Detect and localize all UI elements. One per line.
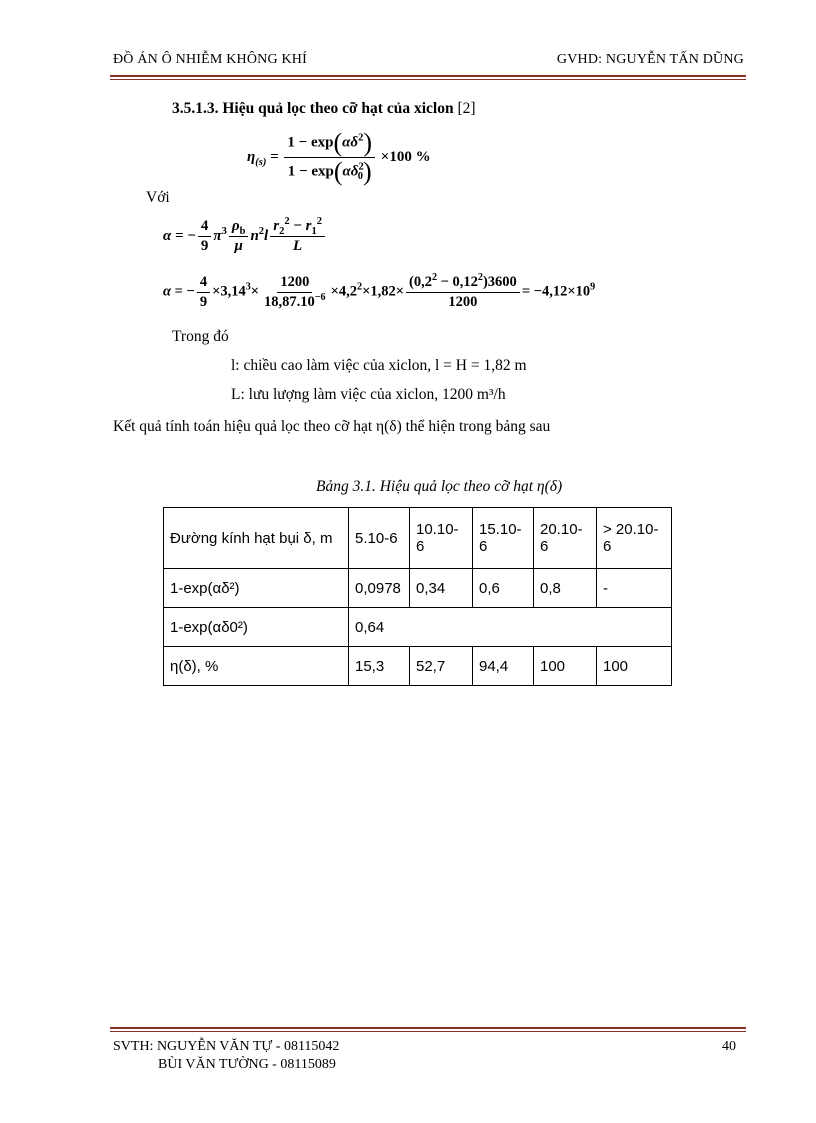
table-row [164, 647, 672, 686]
efficiency-table [163, 507, 672, 686]
with-label: Với [146, 189, 170, 206]
header-rule-thin [110, 79, 746, 80]
table-row [164, 608, 672, 647]
table-cell: 0,0978 [349, 569, 410, 608]
header-rule-thick [110, 75, 746, 77]
formula-alpha-symbolic: α = − $\frac{4}{9}$ $\pi^3$ $\frac{\rho_b}{\mu}$ $n^2l$ $\frac{r_2^2 - r_1^2}{L}$ [163, 218, 327, 256]
table-header-label: Đường kính hạt bụi δ, m [164, 508, 349, 569]
result-sentence: Kết quả tính toán hiệu quả lọc theo cỡ hạt η(δ) thể hiện trong bảng sau [113, 418, 551, 435]
table-caption: Bảng 3.1. Hiệu quả lọc theo cỡ hạt η(δ) [316, 478, 563, 495]
eta-fraction: $\frac{1 - \exp(\alpha\delta^2)}{1 - \exp(\alpha\delta^2_0)}$ [284, 130, 375, 185]
table-cell: - [597, 569, 672, 608]
section-number: 3.5.1.3. [172, 100, 219, 117]
definition-L: L: lưu lượng làm việc của xiclon, 1200 m³/h [231, 386, 506, 403]
table-cell: 100 [597, 647, 672, 686]
footer-student-1: SVTH: NGUYỄN VĂN TỰ - 08115042 [113, 1039, 340, 1054]
table-cell: 94,4 [473, 647, 534, 686]
definition-l: l: chiều cao làm việc của xiclon, l = H = 1,82 m [231, 357, 527, 374]
section-heading [172, 100, 476, 118]
table-size: > 20.10-6 [597, 508, 672, 569]
table-cell: 0,64 [349, 608, 672, 647]
section-title: Hiệu quả lọc theo cỡ hạt của xiclon [222, 100, 454, 117]
page-number: 40 [722, 1039, 736, 1054]
table-cell: 52,7 [410, 647, 473, 686]
footer-rule-thin [110, 1031, 746, 1032]
row-label-exp-delta: 1-exp(αδ²) [164, 569, 349, 608]
table-size: 10.10-6 [410, 508, 473, 569]
where-label: Trong đó [172, 328, 229, 345]
table-cell: 0,8 [534, 569, 597, 608]
footer-rule-thick [110, 1027, 746, 1029]
table-cell: 100 [534, 647, 597, 686]
header-supervisor: GVHD: NGUYỄN TẤN DŨNG [556, 52, 744, 67]
header-title: ĐỒ ÁN Ô NHIỄM KHÔNG KHÍ [113, 52, 307, 67]
table-row [164, 508, 672, 569]
formula-eta: $\eta_{(s)}$ = $\frac{1 - \exp(\alpha\delta^2)}{1 - \exp(\alpha\delta^2_0)}$ ×100 % [247, 128, 431, 186]
formula-alpha-numeric: α = − $\frac{4}{9}$ $\times 3,14^3\times$ $\frac{1200}{18,87.10^{-6}}$ $\times 4,2^2\times 1,82\times$ $\frac{(0,2^2 - 0,12^2)3600}{1200}$ = $-4,12\times 10^9$ [163, 272, 596, 310]
table-size: 5.10-6 [349, 508, 410, 569]
row-label-eta: η(δ), % [164, 647, 349, 686]
table-cell: 0,6 [473, 569, 534, 608]
table-cell: 15,3 [349, 647, 410, 686]
section-ref: [2] [457, 100, 476, 117]
table-size: 20.10-6 [534, 508, 597, 569]
table-size: 15.10-6 [473, 508, 534, 569]
table-cell: 0,34 [410, 569, 473, 608]
footer-student-2: BÙI VĂN TƯỜNG - 08115089 [158, 1057, 336, 1072]
row-label-exp-delta0: 1-exp(αδ0²) [164, 608, 349, 647]
table-row [164, 569, 672, 608]
